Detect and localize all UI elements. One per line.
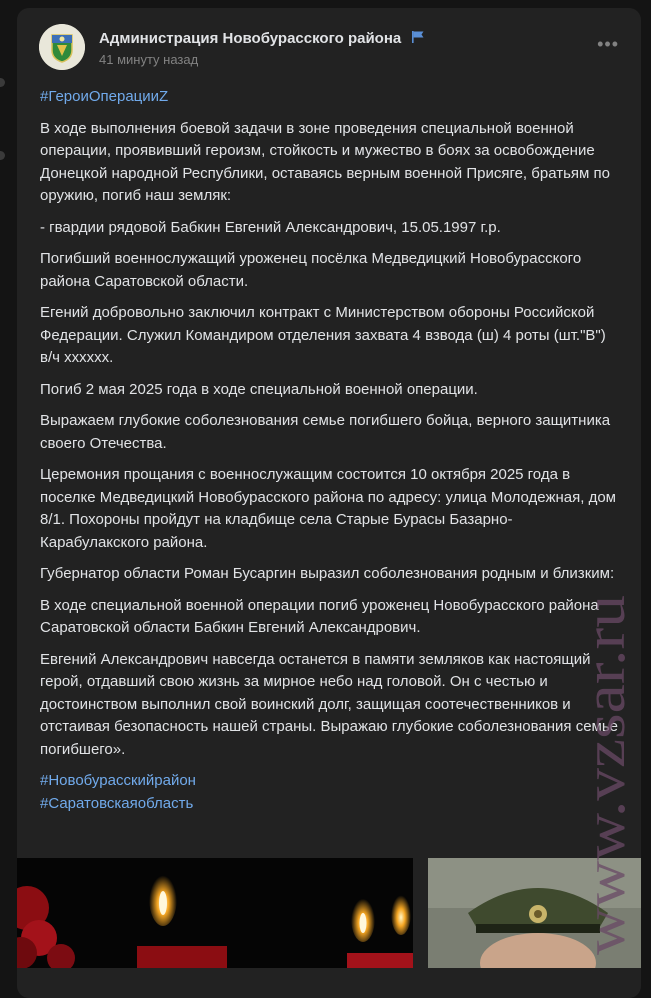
post-paragraph: Погибший военнослужащий уроженец посёлка Медведицкий Новобурасского района Саратовской области. — [40, 250, 582, 290]
photo-candles-flowers[interactable] — [17, 858, 413, 968]
photo-attachments — [17, 858, 641, 998]
hashtag-link[interactable]: #ГероиОперацииZ — [40, 88, 169, 105]
post-paragraph: Выражаем глубокие соболезнования семье погибшего бойца, верного защитника своего Отечества. — [40, 412, 611, 452]
post-paragraph: В ходе выполнения боевой задачи в зоне проведения специальной военной операции, проявивший героизм, стойкость и мужество в боях за освобождение Донецкой народной Республики, оставаясь верным военной Присяге, братьям по оружию, погиб наш земляк: — [40, 119, 610, 204]
post-paragraph: Погиб 2 мая 2025 года в ходе специальной военной операции. — [40, 380, 478, 398]
post-paragraph: В ходе специальной военной операции погиб уроженец Новобурасского района Саратовской области Бабкин Евгений Александрович. — [40, 596, 599, 636]
hashtag-link[interactable]: #Новобурасскийрайон — [40, 772, 196, 789]
post-paragraph: Губернатор области Роман Бусаргин выразил соболезнования родным и близким: — [40, 565, 615, 582]
post-text — [40, 86, 620, 815]
post-paragraph: - гвардии рядовой Бабкин Евгений Александрович, 15.05.1997 г.р. — [40, 218, 501, 236]
photo-soldier-portrait[interactable] — [428, 858, 641, 968]
coat-of-arms-icon — [39, 24, 85, 70]
soldier-portrait-image — [428, 858, 641, 968]
post-time[interactable]: 41 минуту назад — [99, 52, 199, 67]
verified-flag-icon — [411, 30, 425, 44]
community-avatar[interactable] — [39, 24, 85, 70]
side-indicator-dot — [0, 151, 5, 160]
post-header — [17, 8, 641, 88]
post-card — [17, 8, 641, 998]
hashtag-link[interactable]: #Саратовскаяобласть — [40, 794, 194, 812]
side-indicator-dot — [0, 78, 5, 87]
post-paragraph: Егений добровольно заключил контракт с Министерством обороны Российской Федерации. Служил Командиром отделения захвата 4 взвода (ш) 4 роты (шт."В") в/ч xxxxxx. — [40, 304, 606, 366]
candles-flowers-image — [17, 858, 413, 968]
author-name-text[interactable]: Администрация Новобурасского района — [99, 30, 402, 47]
post-paragraph: Церемония прощания с военнослужащим состоится 10 октября 2025 года в поселке Медведицкий Новобурасского района по адресу: улица Молодежная, дом 8/1. Похороны пройдут на кладбище села Старые Бурасы Базарно- Карабулакского района. — [40, 466, 616, 551]
author-name[interactable] — [99, 30, 425, 47]
watermark-text: www.vzsar.ru — [572, 636, 637, 955]
post-paragraph: Евгений Александрович навсегда останется в памяти земляков как настоящий герой, отдавший свою жизнь за мирное небо над головой. Он с честью и достоинством выполнил свой воинский долг, защищая соотечественников и отстаивая безопасность нашей страны. Выражаю глубокие соболезнования семье погибшего». — [40, 650, 619, 758]
more-options-icon[interactable]: ••• — [597, 34, 619, 54]
